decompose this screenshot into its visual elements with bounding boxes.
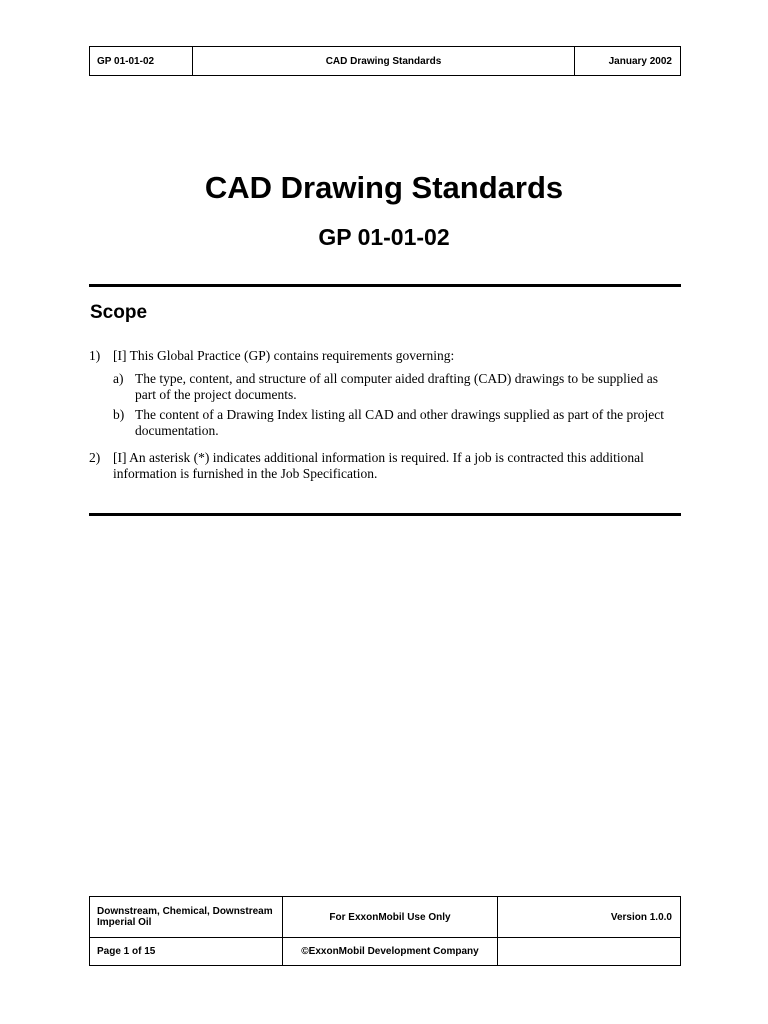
top-divider: [89, 284, 681, 287]
list-text-line: [I] An asterisk (*) indicates additional information is required. If a job is contracted this additional: [113, 450, 644, 465]
footer-copyright-text: ExxonMobil Development Company: [308, 946, 479, 957]
footer-empty-cell: [498, 938, 680, 965]
list-text-line: information is furnished in the Job Specification.: [113, 466, 378, 481]
list-text-line: The content of a Drawing Index listing all CAD and other drawings supplied as part of the project: [135, 407, 664, 422]
page-header: [89, 46, 681, 76]
list-text-line: The type, content, and structure of all computer aided drafting (CAD) drawings to be supplied as: [135, 371, 658, 386]
footer-version: Version 1.0.0: [610, 911, 672, 923]
section-heading-scope: Scope: [90, 302, 148, 323]
header-title: CAD Drawing Standards: [193, 47, 575, 75]
footer-division-line2: Imperial Oil: [97, 917, 152, 928]
header-doc-id: GP 01-01-02: [90, 47, 193, 75]
list-marker: 2): [89, 450, 101, 465]
footer-page-number: Page 1 of 15: [90, 938, 283, 965]
footer-division-line1: Downstream, Chemical, Downstream: [97, 906, 273, 917]
list-text: [I] This Global Practice (GP) contains requirements governing:: [113, 348, 455, 363]
list-text-line: part of the project documents.: [135, 387, 297, 402]
footer-usage: For ExxonMobil Use Only: [283, 897, 498, 937]
list-marker: b): [113, 407, 125, 422]
document-number: GP 01-01-02: [318, 224, 450, 250]
copyright-icon: ©: [301, 946, 309, 957]
footer-copyright: [283, 938, 498, 965]
page-footer: [89, 896, 681, 966]
bottom-divider: [89, 513, 681, 516]
list-marker: a): [113, 371, 124, 386]
footer-division: [90, 897, 283, 937]
header-date: January 2002: [608, 55, 672, 67]
list-text-line: documentation.: [135, 423, 219, 438]
document-title: CAD Drawing Standards: [204, 170, 564, 205]
list-marker: 1): [89, 348, 101, 363]
